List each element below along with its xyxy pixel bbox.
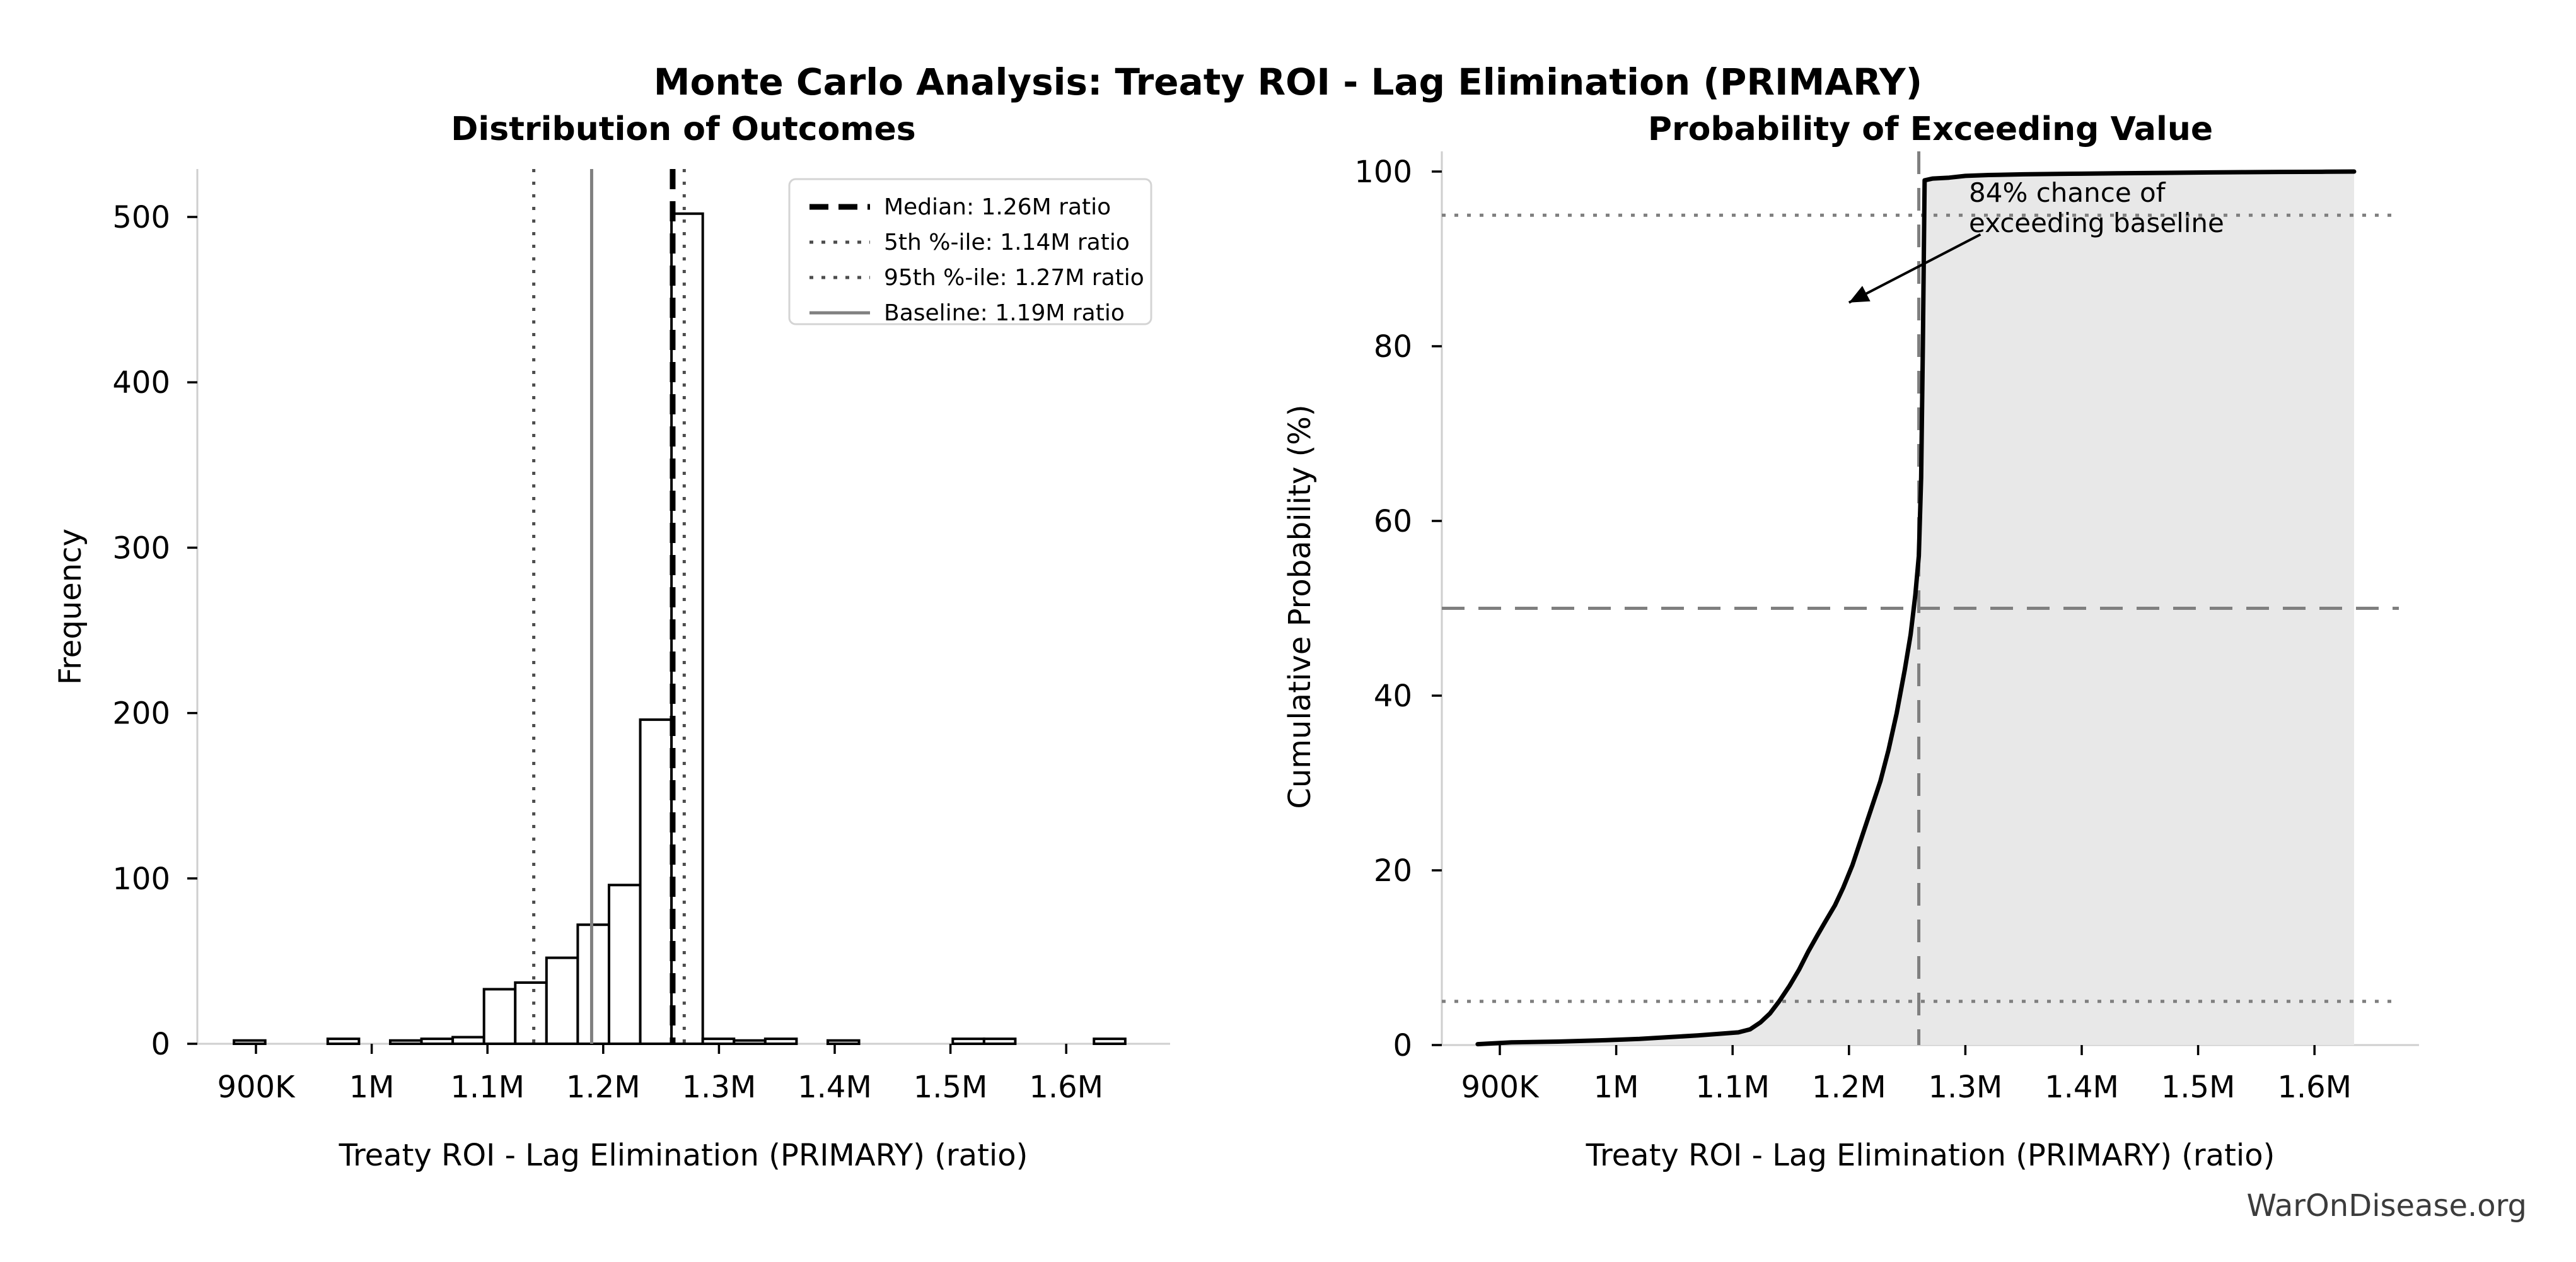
x-tick-label: 1.2M <box>1811 1070 1886 1105</box>
watermark: WarOnDisease.org <box>2246 1188 2527 1224</box>
histogram-bar <box>984 1039 1016 1044</box>
right-yaxis-label: Cumulative Probability (%) <box>1282 404 1318 809</box>
y-tick-label: 80 <box>1373 329 1412 365</box>
histogram-bar <box>609 885 641 1044</box>
legend-label: Median: 1.26M ratio <box>884 194 1111 220</box>
y-tick-label: 0 <box>1393 1028 1412 1063</box>
histogram-bar <box>765 1039 797 1044</box>
x-tick-label: 1.6M <box>2277 1070 2352 1105</box>
x-tick-label: 1.5M <box>2161 1070 2236 1105</box>
left-yaxis-label: Frequency <box>53 529 88 685</box>
right-chart-title: Probability of Exceeding Value <box>1647 110 2213 148</box>
histogram-bar <box>828 1041 859 1044</box>
legend <box>789 179 1151 326</box>
annotation-line-1: 84% chance of <box>1969 177 2166 208</box>
histogram-bar <box>453 1037 484 1044</box>
histogram-bar <box>734 1041 765 1044</box>
y-tick-label: 20 <box>1373 853 1412 889</box>
left-chart <box>53 110 1170 1173</box>
x-tick-label: 1M <box>1593 1070 1639 1105</box>
histogram-bar <box>577 925 609 1044</box>
histogram-bar <box>234 1041 265 1044</box>
histogram-bar <box>328 1039 359 1044</box>
figure-title: Monte Carlo Analysis: Treaty ROI - Lag Elimination (PRIMARY) <box>653 61 1923 103</box>
y-tick-label: 40 <box>1373 679 1412 714</box>
histogram-bar <box>703 1039 734 1044</box>
x-tick-label: 1.3M <box>1928 1070 2003 1105</box>
y-tick-label: 0 <box>151 1027 170 1062</box>
y-tick-label: 100 <box>112 861 170 897</box>
histogram-bar <box>1094 1039 1125 1044</box>
y-tick-label: 200 <box>112 696 170 732</box>
histogram-bar <box>422 1039 453 1044</box>
x-tick-label: 1.1M <box>450 1070 525 1105</box>
y-tick-label: 100 <box>1354 155 1412 190</box>
y-tick-label: 60 <box>1373 504 1412 539</box>
annotation-line-2: exceeding baseline <box>1969 207 2224 238</box>
left-xaxis-label: Treaty ROI - Lag Elimination (PRIMARY) (ratio) <box>339 1138 1028 1173</box>
x-tick-label: 1.6M <box>1029 1070 1104 1105</box>
right-xaxis-label: Treaty ROI - Lag Elimination (PRIMARY) (ratio) <box>1586 1138 2275 1173</box>
x-tick-label: 1.5M <box>913 1070 988 1105</box>
x-tick-label: 1M <box>349 1070 395 1105</box>
legend-label: 5th %-ile: 1.14M ratio <box>884 230 1130 255</box>
x-tick-label: 900K <box>1461 1070 1539 1105</box>
histogram-bar <box>515 983 547 1044</box>
y-tick-label: 300 <box>112 530 170 566</box>
histogram-bar <box>641 720 672 1044</box>
legend-label: 95th %-ile: 1.27M ratio <box>884 265 1144 291</box>
x-tick-label: 1.1M <box>1695 1070 1770 1105</box>
x-tick-label: 1.3M <box>682 1070 757 1105</box>
x-tick-label: 1.4M <box>798 1070 872 1105</box>
y-tick-label: 500 <box>112 200 170 235</box>
legend-label: Baseline: 1.19M ratio <box>884 300 1125 326</box>
right-plot-area <box>1354 151 2419 1105</box>
histogram-bar <box>484 989 516 1044</box>
histogram-bar <box>390 1041 422 1044</box>
x-tick-label: 1.2M <box>566 1070 641 1105</box>
histogram-bar <box>547 958 578 1044</box>
x-tick-label: 900K <box>217 1070 295 1105</box>
y-tick-label: 400 <box>112 365 170 401</box>
left-chart-title: Distribution of Outcomes <box>451 110 916 148</box>
histogram-bar <box>671 214 703 1044</box>
right-chart <box>1282 110 2419 1173</box>
histogram-bar <box>953 1039 984 1044</box>
x-tick-label: 1.4M <box>2045 1070 2119 1105</box>
